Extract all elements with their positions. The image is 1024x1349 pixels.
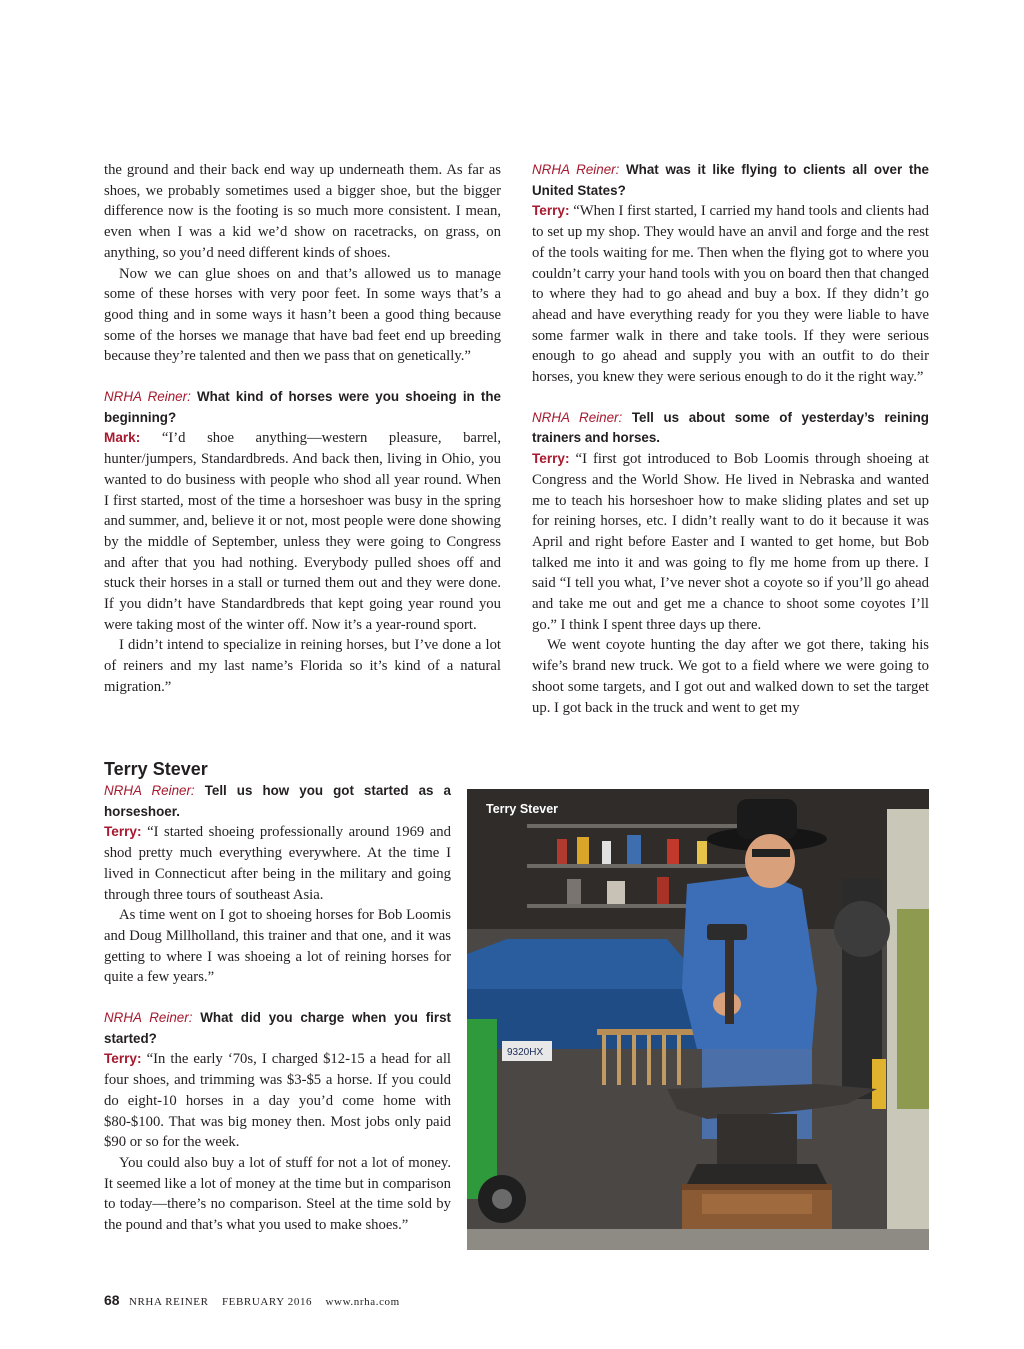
left-column-upper bbox=[104, 160, 501, 698]
body-paragraph: I didn’t intend to specialize in reining horses, but I’ve done a lot of reiners and my last name’s Florida so it’s kind of a natural migration.” bbox=[104, 637, 501, 695]
speaker-label: Mark: bbox=[104, 430, 141, 446]
page-footer bbox=[104, 1292, 400, 1308]
interview-answer: Terry: “In the early ‘70s, I charged $12-15 a head for all four shoes, and trimming was $3-$5 a horse. If you could do eight-10 horses in a day you’d come home with $80-$100. That was big money then. Most jobs only paid $90 or so for the week. bbox=[104, 1051, 451, 1151]
interview-question: NRHA Reiner: What was it like flying to clients all over the United States? bbox=[532, 162, 929, 198]
speaker-label: Terry: bbox=[532, 203, 570, 219]
interview-answer: Terry: “I first got introduced to Bob Loomis through shoeing at Congress and the World Show. He lived in Nebraska and wanted me to teach his horseshoer how to make sliding plates and set up for reining horses, etc. I didn’t really want to do it because it was April and right before Easter and I wanted to get home, but Bob talked me into it and was going to fly me home from up there. I said “I tell you what, I’ve never shot a coyote so if you’ll go ahead and take me out and get me a chance to shoot some coyotes I’ll go.” I think I spent three days up there. bbox=[532, 451, 930, 633]
license-plate-text: 9320HX bbox=[507, 1047, 544, 1058]
body-paragraph: Now we can glue shoes on and that’s allowed us to manage some of these horses with very poor feet. In some ways that’s a good thing and in some ways it hasn’t been a good thing because some of the horses we manage that have bad feet end up breeding because they’re talented and then we pass that on genetically.” bbox=[104, 265, 501, 365]
interview-question: NRHA Reiner: Tell us how you got started as a horseshoer. bbox=[104, 783, 451, 819]
body-paragraph: As time went on I got to shoeing horses for Bob Loomis and Doug Millholland, this trainer and that one, and it was getting to where I was shoeing a lot of reining horses for quite a few years.” bbox=[104, 907, 451, 986]
left-column-lower bbox=[104, 757, 451, 1236]
interview-answer: Terry: “I started shoeing professionally around 1969 and shod pretty much everything everywhere. At the time I lived in Connecticut after being in the military and going through three tours of southeast Asia. bbox=[104, 824, 451, 903]
magazine-name: NRHA REINER bbox=[128, 1296, 209, 1308]
question-label: NRHA Reiner: bbox=[104, 1010, 193, 1026]
section-subhead: Terry Stever bbox=[104, 759, 208, 779]
speaker-label: Terry: bbox=[532, 451, 570, 467]
body-paragraph: You could also buy a lot of stuff for not a lot of money. It seemed like a lot of money at the time but in comparison to today—there’s no comparison. Steel at the time sold by the pound and that’s what you used to make shoes.” bbox=[104, 1154, 451, 1234]
photo-illustration bbox=[467, 789, 929, 1250]
issue-date: FEBRUARY 2016 bbox=[221, 1296, 313, 1308]
farrier-photo bbox=[467, 789, 929, 1250]
photo-caption: Terry Stever bbox=[486, 802, 559, 816]
interview-question: NRHA Reiner: Tell us about some of yesterday’s reining trainers and horses. bbox=[532, 409, 929, 446]
interview-answer: Mark: “I’d shoe anything—western pleasure, barrel, hunter/jumpers, Standardbreds. And back then, living in Ohio, you wanted to do business with people who shod all year round. When I first started, most of the time a horseshoer was busy in the spring and summer, and, believe it or not, most people were done showing by the middle of September, unless they were going to Congress and after that you had nothing. Everybody pulled shoes off and stuck their horses in a stall or turned them out and they were done. If you didn’t have Standardbreds that kept going year round you were taking most of the winter off. Now it’s a year-round sport. bbox=[104, 430, 501, 633]
page-number: 68 bbox=[104, 1292, 120, 1308]
question-label: NRHA Reiner: bbox=[532, 162, 620, 177]
body-paragraph: the ground and their back end way up underneath them. As far as shoes, we probably sometimes used a bigger shoe, but the bigger difference now is the footing is so much more consistent. I mean, even when I was a kid we’d show on racetracks, on grass, on anything, so you’d need different kinds of shoes. bbox=[104, 162, 501, 261]
body-paragraph: We went coyote hunting the day after we got there, taking his wife’s brand new truck. We got to a field where we were going to shoot some targets, and I got out and walked down to set the target up. I got back in the truck and went to get my bbox=[532, 637, 929, 716]
right-column bbox=[532, 160, 929, 718]
website-url: www.nrha.com bbox=[325, 1296, 400, 1308]
question-label: NRHA Reiner: bbox=[104, 389, 191, 405]
interview-question: NRHA Reiner: What kind of horses were you shoeing in the beginning? bbox=[104, 389, 501, 425]
interview-answer: Terry: “When I first started, I carried my hand tools and clients had to set up my shop. They would have an anvil and forge and the rest of the tools waiting for me. Then when the flying got to where you couldn’t carry your hand tools with you on board then that changed to where they had to go ahead and buy a box. If they didn’t go ahead and have everything ready for you they were liable to have some farmer walk in there and take tools. If they were serious enough to go ahead and supply you with an outfit to do their horses, you knew they were serious enough to do it the right way.” bbox=[532, 203, 929, 386]
interview-question: NRHA Reiner: What did you charge when you first started? bbox=[104, 1010, 451, 1046]
question-label: NRHA Reiner: bbox=[104, 783, 195, 798]
question-label: NRHA Reiner: bbox=[532, 409, 623, 425]
speaker-label: Terry: bbox=[104, 824, 142, 840]
speaker-label: Terry: bbox=[104, 1051, 142, 1067]
